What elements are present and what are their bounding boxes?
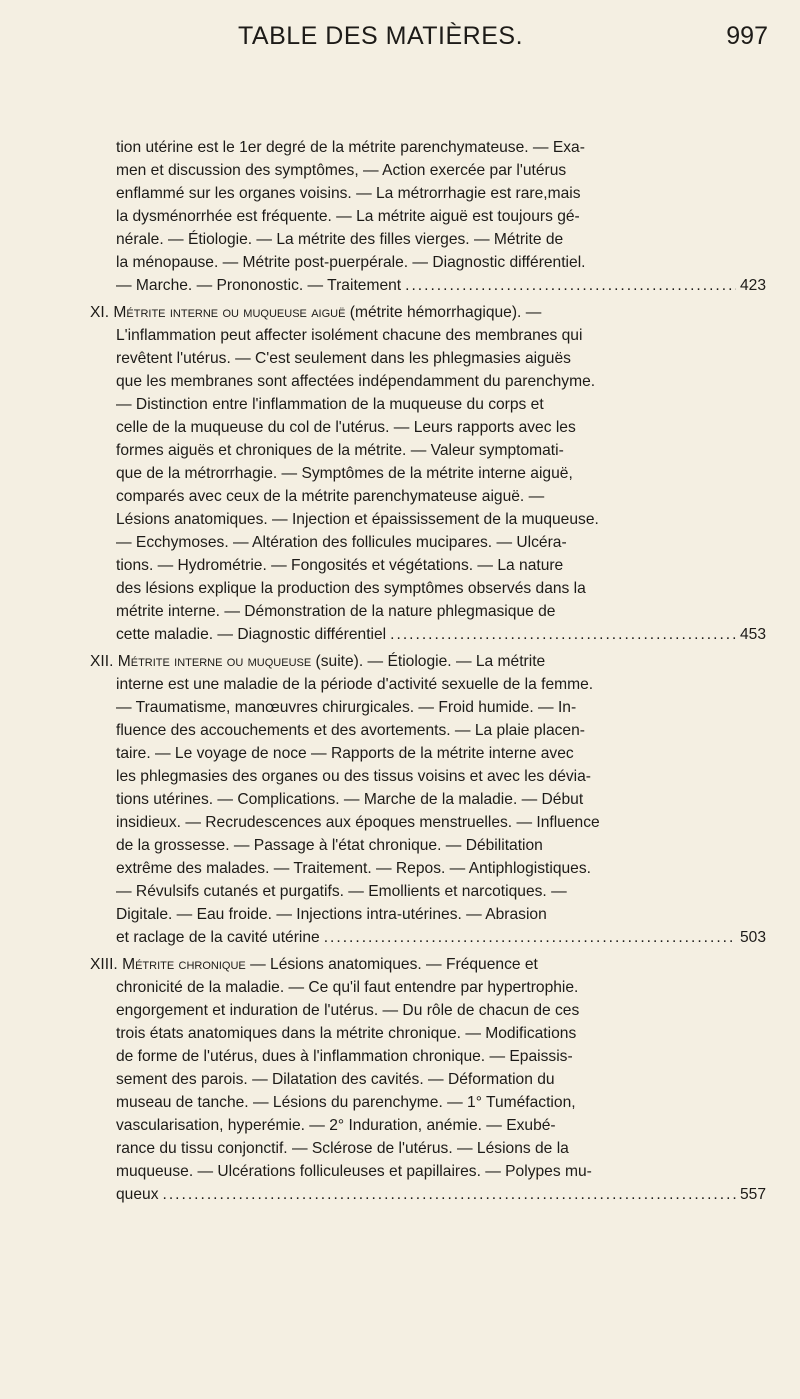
toc-line: taire. — Le voyage de noce — Rapports de la métrite interne avec bbox=[116, 745, 574, 762]
toc-line: (suite). — Étiologie. — La métrite bbox=[315, 653, 546, 670]
toc-page-ref: 453 bbox=[739, 626, 766, 643]
toc-leader-line bbox=[90, 623, 766, 646]
toc-line: rance du tissu conjonctif. — Sclérose de l'utérus. — Lésions de la bbox=[116, 1140, 569, 1157]
toc-line: les phlegmasies des organes ou des tissus voisins et avec les dévia- bbox=[116, 768, 591, 785]
toc-line: queux bbox=[116, 1186, 159, 1203]
toc-line: la dysménorrhée est fréquente. — La métrite aiguë est toujours gé- bbox=[116, 208, 580, 225]
toc-line: Lésions anatomiques. — Injection et épaississement de la muqueuse. bbox=[116, 511, 599, 528]
toc-line: trois états anatomiques dans la métrite chronique. — Modifications bbox=[116, 1025, 577, 1042]
toc-page-ref: 423 bbox=[739, 277, 766, 294]
toc-page-ref: 503 bbox=[739, 929, 766, 946]
toc-line: interne est une maladie de la période d'activité sexuelle de la femme. bbox=[116, 676, 594, 693]
chapter-heading: Métrite chronique bbox=[122, 956, 246, 973]
page-number: 997 bbox=[726, 22, 768, 50]
toc-line: muqueuse. — Ulcérations folliculeuses et papillaires. — Polypes mu- bbox=[116, 1163, 592, 1180]
toc-line: chronicité de la maladie. — Ce qu'il faut entendre par hypertrophie. bbox=[116, 979, 579, 996]
dot-leader bbox=[390, 623, 736, 646]
toc-line: métrite interne. — Démonstration de la nature phlegmasique de bbox=[116, 603, 556, 620]
toc-line: museau de tanche. — Lésions du parenchyme. — 1° Tuméfaction, bbox=[116, 1094, 576, 1111]
toc-leader-line bbox=[90, 274, 766, 297]
running-head bbox=[0, 20, 800, 60]
toc-line: tion utérine est le 1er degré de la métrite parenchymateuse. — Exa- bbox=[116, 139, 585, 156]
toc-line: tions. — Hydrométrie. — Fongosités et végétations. — La nature bbox=[116, 557, 564, 574]
toc-line: L'inflammation peut affecter isolément chacune des membranes qui bbox=[116, 327, 583, 344]
toc-line: — Ecchymoses. — Altération des follicules mucipares. — Ulcéra- bbox=[116, 534, 567, 551]
toc-line: insidieux. — Recrudescences aux époques menstruelles. — Influence bbox=[116, 814, 600, 831]
toc-entry-continuation bbox=[90, 136, 766, 297]
toc-line: de forme de l'utérus, dues à l'inflammation chronique. — Epaissis- bbox=[116, 1048, 573, 1065]
toc-line: nérale. — Étiologie. — La métrite des filles vierges. — Métrite de bbox=[116, 231, 564, 248]
table-of-contents bbox=[90, 136, 766, 1206]
toc-line: enflammé sur les organes voisins. — La métrorrhagie est rare,mais bbox=[116, 185, 581, 202]
toc-line: cette maladie. — Diagnostic différentiel bbox=[116, 626, 387, 643]
toc-line: (métrite hémorrhagique). — bbox=[349, 304, 542, 321]
toc-line: tions utérines. — Complications. — Marche de la maladie. — Début bbox=[116, 791, 584, 808]
toc-line: — Distinction entre l'inflammation de la muqueuse du corps et bbox=[116, 396, 544, 413]
toc-line: — Marche. — Prononostic. — Traitement bbox=[116, 277, 402, 294]
toc-line: sement des parois. — Dilatation des cavités. — Déformation du bbox=[116, 1071, 555, 1088]
page-title: TABLE DES MATIÈRES. bbox=[238, 22, 524, 50]
toc-line: extrême des malades. — Traitement. — Repos. — Antiphlogistiques. bbox=[116, 860, 591, 877]
toc-line: et raclage de la cavité utérine bbox=[116, 929, 320, 946]
dot-leader bbox=[405, 274, 736, 297]
toc-line: formes aiguës et chroniques de la métrite. — Valeur symptomati- bbox=[116, 442, 564, 459]
toc-line: engorgement et induration de l'utérus. — Du rôle de chacun de ces bbox=[116, 1002, 580, 1019]
toc-line: de la grossesse. — Passage à l'état chronique. — Débilitation bbox=[116, 837, 543, 854]
toc-line: que de la métrorrhagie. — Symptômes de la métrite interne aiguë, bbox=[116, 465, 573, 482]
toc-line: — Révulsifs cutanés et purgatifs. — Emollients et narcotiques. — bbox=[116, 883, 567, 900]
toc-line: que les membranes sont affectées indépendamment du parenchyme. bbox=[116, 373, 596, 390]
toc-entry-xi bbox=[90, 301, 766, 646]
toc-leader-line bbox=[90, 1183, 766, 1206]
toc-line: — Traumatisme, manœuvres chirurgicales. — Froid humide. — In- bbox=[116, 699, 577, 716]
toc-entry-xiii bbox=[90, 953, 766, 1206]
toc-line: fluence des accouchements et des avortements. — La plaie placen- bbox=[116, 722, 585, 739]
dot-leader bbox=[324, 926, 736, 949]
toc-leader-line bbox=[90, 926, 766, 949]
chapter-numeral: XI. bbox=[90, 304, 110, 321]
chapter-numeral: XII. bbox=[90, 653, 114, 670]
toc-line: men et discussion des symptômes, — Action exercée par l'utérus bbox=[116, 162, 567, 179]
dot-leader bbox=[163, 1183, 736, 1206]
toc-line: la ménopause. — Métrite post-puerpérale. — Diagnostic différentiel. bbox=[116, 254, 586, 271]
toc-page-ref: 557 bbox=[739, 1186, 766, 1203]
toc-line: — Lésions anatomiques. — Fréquence et bbox=[250, 956, 538, 973]
toc-entry-xii bbox=[90, 650, 766, 949]
toc-line: revêtent l'utérus. — C'est seulement dans les phlegmasies aiguës bbox=[116, 350, 571, 367]
toc-line: celle de la muqueuse du col de l'utérus. — Leurs rapports avec les bbox=[116, 419, 576, 436]
toc-line: Digitale. — Eau froide. — Injections intra-utérines. — Abrasion bbox=[116, 906, 547, 923]
chapter-numeral: XIII. bbox=[90, 956, 118, 973]
toc-line: des lésions explique la production des symptômes observés dans la bbox=[116, 580, 586, 597]
chapter-heading: Métrite interne ou muqueuse bbox=[117, 653, 312, 670]
toc-line: vascularisation, hyperémie. — 2° Induration, anémie. — Exubé- bbox=[116, 1117, 556, 1134]
toc-line: comparés avec ceux de la métrite parenchymateuse aiguë. — bbox=[116, 488, 545, 505]
chapter-heading: Métrite interne ou muqueuse aiguë bbox=[113, 304, 346, 321]
